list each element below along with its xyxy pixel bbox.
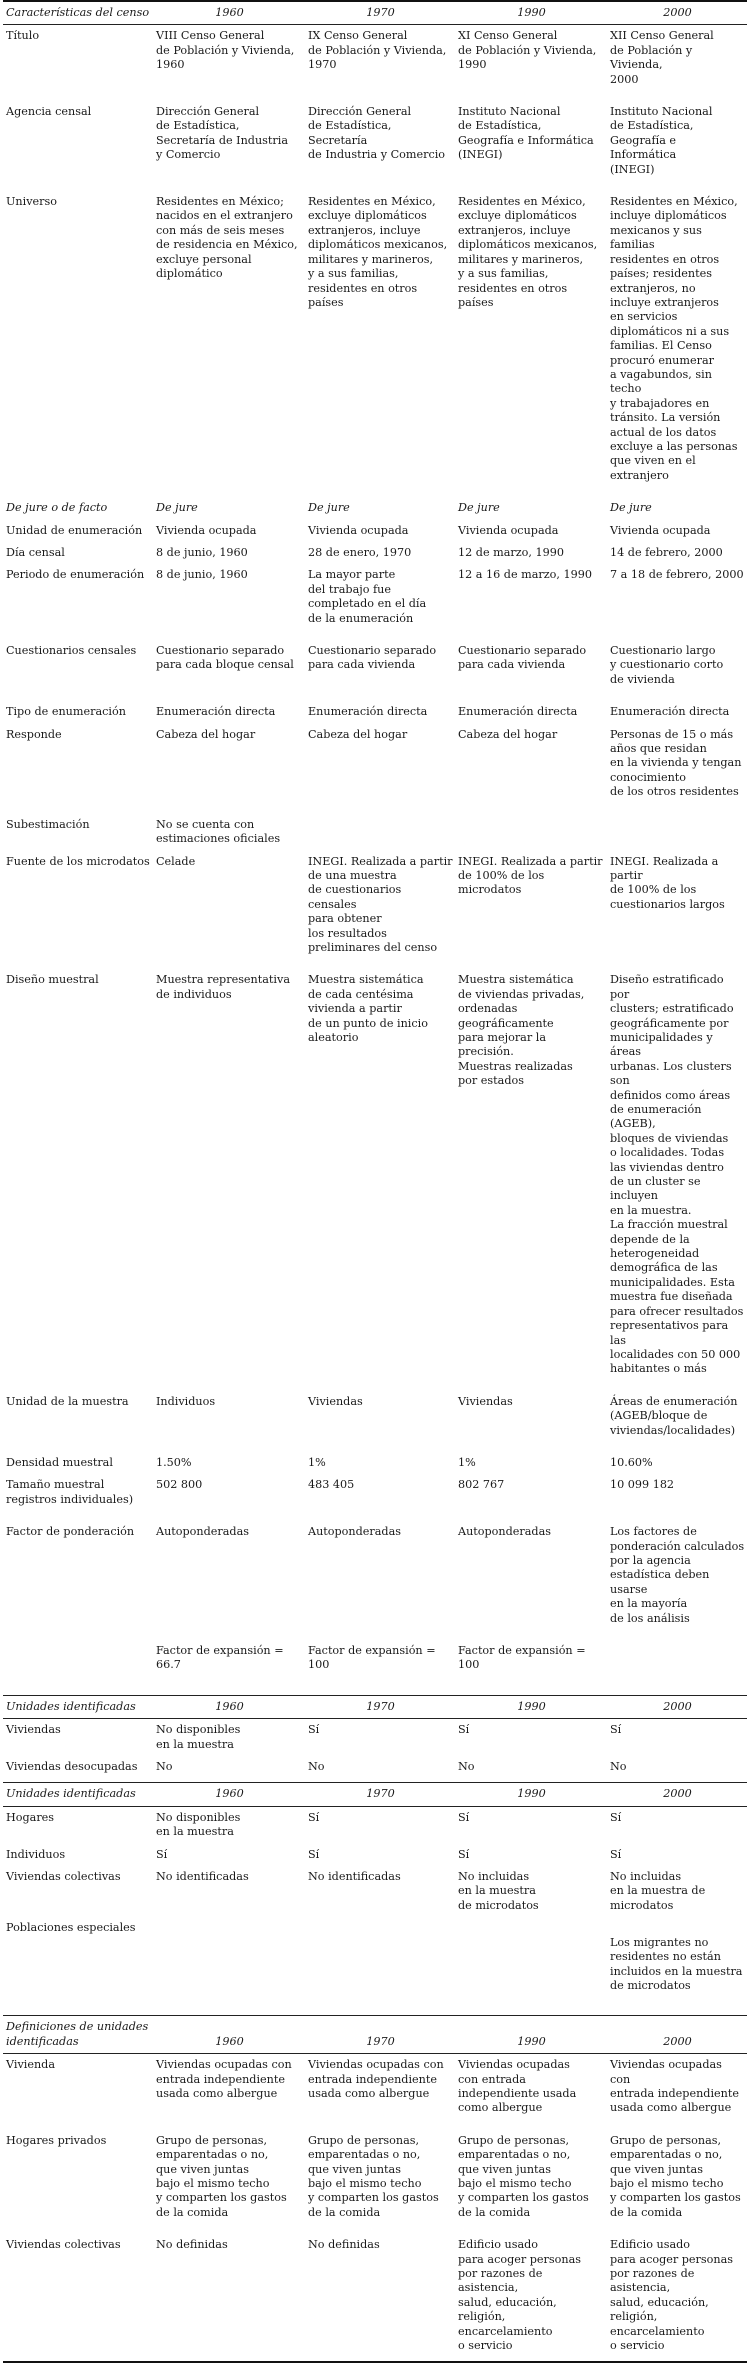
table-row (3, 568, 747, 644)
row-cell-1970: Cuestionario separado para cada vivienda (308, 644, 437, 672)
row-cell-2000: 10 099 182 (610, 1478, 675, 1492)
row-cell-1990: 802 767 (458, 1478, 505, 1492)
header-year-1960: 1960 (153, 2016, 305, 2054)
header-year-1970: 1970 (305, 1, 455, 25)
row-cell-1990: Viviendas ocupadas con entrada independiente usada como albergue (458, 2058, 577, 2115)
main-section (3, 25, 747, 1685)
row-cell-1990: Cabeza del hogar (458, 727, 558, 741)
table-row (3, 1456, 747, 1478)
row-label: De jure o de facto (6, 501, 108, 515)
row-cell-1990: Muestra sistemática de viviendas privadas, ordenadas geográficamente para mejorar la precisión. Muestras realizadas por estados (458, 973, 585, 1088)
row-label: Título (6, 29, 40, 43)
header-year-1990: 1990 (455, 2016, 607, 2054)
row-cell-1960: Cuestionario separado para cada bloque censal (156, 644, 294, 672)
table-row (3, 644, 747, 705)
row-cell-1960 (153, 1921, 305, 2005)
row-cell-1960: 502 800 (156, 1478, 203, 1492)
row-cell-1990: Enumeración directa (458, 705, 578, 719)
row-cell-1990: Sí (458, 1847, 470, 1861)
row-label: Unidad de la muestra (6, 1394, 129, 1408)
header-year-1990: 1990 (455, 1, 607, 25)
row-label: Día censal (6, 546, 65, 559)
row-cell-2000: Los factores de ponderación calculados por la agencia estadística deben usarse en la mayoría de los análisis (610, 1525, 745, 1625)
row-cell-2000: De jure (610, 501, 652, 515)
row-cell-1990: No (458, 1760, 475, 1774)
row-cell-1960: No definidas (156, 2238, 228, 2252)
row-cell-2000: Sí (610, 1847, 622, 1861)
row-cell-1970: Cabeza del hogar (308, 727, 408, 741)
row-cell-2000: Instituto Nacional de Estadística, Geografía e Informática (INEGI) (610, 105, 713, 176)
row-cell-1970: 28 de enero, 1970 (308, 546, 412, 559)
row-cell-2000: Vivienda ocupada (610, 523, 711, 537)
header-year-2000: 2000 (607, 1, 747, 25)
row-cell-2000: Áreas de enumeración (AGEB/bloque de viviendas/localidades) (610, 1394, 738, 1437)
row-cell-2000: INEGI. Realizada a partir de 100% de los cuestionarios largos (610, 854, 725, 911)
row-cell-1970: De jure (308, 501, 350, 515)
table-row (3, 195, 747, 501)
table-row (3, 546, 747, 568)
header-year-1960: 1960 (153, 1695, 305, 1718)
row-label: Vivienda (6, 2058, 56, 2072)
census-comparison-table (3, 0, 747, 2363)
definiciones-section (3, 2054, 747, 2362)
table-row (3, 1719, 747, 1760)
row-cell-2000: No incluidas en la muestra de microdatos (610, 1870, 706, 1912)
row-cell-1970: Enumeración directa (308, 705, 428, 719)
row-label: Cuestionarios censales (6, 644, 137, 658)
row-cell-2000: Viviendas ocupadas con entrada independiente usada como albergue (610, 2058, 739, 2115)
table-row (3, 1848, 747, 1870)
row-cell-1960: Dirección General de Estadística, Secretaría de Industria y Comercio (156, 105, 288, 162)
section-header-hogares (3, 1783, 747, 1806)
header-year-2000: 2000 (607, 1783, 747, 1806)
row-label: Viviendas desocupadas (6, 1760, 138, 1774)
row-cell-1990: 1% (458, 1455, 476, 1469)
row-cell-2000 (607, 1644, 747, 1685)
row-label: Tipo de enumeración (6, 705, 126, 719)
row-cell-1990: 12 de marzo, 1990 (458, 546, 564, 559)
header-year-2000: 2000 (607, 2016, 747, 2054)
table-row (3, 105, 747, 195)
row-label: Responde (6, 727, 62, 741)
header-year-1990: 1990 (455, 1783, 607, 1806)
row-cell-1960: No disponibles en la muestra (156, 1723, 241, 1751)
row-cell-1970: Sí (308, 1847, 320, 1861)
row-cell-2000: Grupo de personas, emparentadas o no, que viven juntas bajo el mismo techo y comparten los gastos de la comida (610, 2133, 741, 2219)
table-row (3, 2054, 747, 2134)
row-cell-2000: Edificio usado para acoger personas por razones de asistencia, salud, educación, religión, encarcelamiento o servicio (610, 2238, 733, 2353)
header-label: Características del censo (3, 1, 153, 25)
table-row (3, 2238, 747, 2361)
table-row (3, 818, 747, 855)
row-cell-1970: No identificadas (308, 1870, 401, 1884)
table-row (3, 1395, 747, 1456)
row-label: Fuente de los microdatos (6, 854, 150, 868)
row-label: Diseño muestral (6, 973, 99, 987)
table-row (3, 973, 747, 1394)
header-year-1960: 1960 (153, 1783, 305, 1806)
row-label: Subestimación (6, 817, 90, 831)
row-cell-1960: No disponibles en la muestra (156, 1810, 241, 1839)
row-cell-1960: Autoponderadas (156, 1525, 249, 1539)
row-cell-1960: 1.50% (156, 1455, 192, 1469)
row-cell-2000: Diseño estratificado por clusters; estratificado geográficamente por municipalidades y áreas urbanas. Los clusters son definidos como áreas de enumeración (AGEB), bloques de viviendas o localidades. Todas las viviendas dentro de un cluster se incluyen en la muestra. La fracción muestral depende de la heterogeneidad demográfica de las municipalidades. Esta muestra fue diseñada para ofrecer resultados representativos para las localidades con 50 000 habitantes o más (610, 973, 744, 1376)
row-label: Viviendas colectivas (6, 2238, 121, 2252)
row-cell-1960: No (156, 1760, 173, 1774)
row-label: Unidad de enumeración (6, 523, 143, 537)
row-label: Agencia censal (6, 105, 92, 119)
row-label: Individuos (6, 1847, 66, 1861)
row-cell-1960: Sí (156, 1847, 168, 1861)
row-cell-2000: XII Censo General de Población y Vivienda, 2000 (610, 29, 714, 86)
table-row (3, 855, 747, 974)
row-label (3, 1644, 153, 1685)
hogares-section (3, 1806, 747, 2005)
row-cell-1970: Dirección General de Estadística, Secretaría de Industria y Comercio (308, 105, 446, 162)
row-cell-1990: Sí (458, 1723, 470, 1737)
row-cell-1960: Enumeración directa (156, 705, 276, 719)
section-header-viviendas (3, 1695, 747, 1718)
row-cell-1990: Instituto Nacional de Estadística, Geografía e Informática (INEGI) (458, 105, 594, 162)
row-cell-1990: De jure (458, 501, 500, 515)
row-cell-1970 (305, 1921, 455, 2005)
row-cell-2000: Sí (610, 1810, 622, 1824)
table-row (3, 1525, 747, 1644)
row-cell-1970: Sí (308, 1723, 320, 1737)
row-cell-1970 (305, 818, 455, 855)
row-cell-2000: No (610, 1760, 627, 1774)
row-cell-1970: Residentes en México, excluye diplomáticos extranjeros, incluye diplomáticos mexicanos, militares y marineros, y a sus familias, residentes en otros países (308, 195, 448, 309)
row-cell-1970: Sí (308, 1810, 320, 1824)
row-label: Viviendas colectivas (6, 1870, 121, 1884)
row-label: Periodo de enumeración (6, 568, 145, 582)
header-year-1970: 1970 (305, 1695, 455, 1718)
row-cell-2000 (607, 818, 747, 855)
header-year-1970: 1970 (305, 1783, 455, 1806)
row-cell-1970: La mayor parte del trabajo fue completado en el día de la enumeración (308, 568, 427, 625)
table-row (3, 1921, 747, 2005)
row-cell-1990: Autoponderadas (458, 1525, 551, 1539)
row-cell-1990: Viviendas (458, 1394, 513, 1408)
section-label: Definiciones de unidades identificadas (3, 2016, 153, 2054)
row-cell-1960: Viviendas ocupadas con entrada independiente usada como albergue (156, 2058, 292, 2100)
row-cell-2000: 7 a 18 de febrero, 2000 (610, 568, 744, 582)
table-row (3, 1478, 747, 1525)
row-cell-1960: No identificadas (156, 1870, 249, 1884)
header-year-1990: 1990 (455, 1695, 607, 1718)
table-row (3, 1644, 747, 1685)
row-cell-1990: Edificio usado para acoger personas por razones de asistencia, salud, educación, religión, encarcelamiento o servicio (458, 2238, 581, 2353)
row-cell-1970: Grupo de personas, emparentadas o no, que viven juntas bajo el mismo techo y comparten los gastos de la comida (308, 2133, 439, 2219)
row-cell-1960: VIII Censo General de Población y Vivienda, 1960 (156, 29, 295, 72)
row-label: Hogares privados (6, 2133, 107, 2147)
row-cell-2000: Cuestionario largo y cuestionario corto de vivienda (610, 644, 724, 686)
row-cell-1990: 12 a 16 de marzo, 1990 (458, 568, 592, 582)
header-year-1970: 1970 (305, 2016, 455, 2054)
row-cell-2000: Enumeración directa (610, 705, 730, 719)
row-cell-1960: De jure (156, 501, 198, 515)
table-header (3, 1, 747, 25)
row-cell-1990: Vivienda ocupada (458, 523, 559, 537)
row-cell-1960: Celade (156, 854, 196, 868)
row-cell-1990: XI Censo General de Población y Vivienda, 1990 (458, 29, 597, 72)
row-cell-1990: Cuestionario separado para cada vivienda (458, 644, 587, 672)
row-cell-1990: Sí (458, 1810, 470, 1824)
row-cell-1970: Vivienda ocupada (308, 523, 409, 537)
row-cell-1990 (455, 818, 607, 855)
row-cell-1960: Individuos (156, 1394, 216, 1408)
row-cell-1990: Factor de expansión = 100 (458, 1644, 586, 1672)
section-label: Unidades identificadas (3, 1783, 153, 1806)
row-label: Tamaño muestral registros individuales) (6, 1478, 134, 1506)
table-row (3, 705, 747, 727)
row-cell-1960: 8 de junio, 1960 (156, 568, 248, 582)
row-cell-1970: INEGI. Realizada a partir de una muestra de cuestionarios censales para obtener los resultados preliminares del censo (308, 854, 453, 954)
row-cell-1970: No (308, 1760, 325, 1774)
row-cell-1990: No incluidas en la muestra de microdatos (458, 1870, 539, 1912)
row-label: Hogares (6, 1810, 55, 1824)
row-cell-1960: Vivienda ocupada (156, 523, 257, 537)
row-cell-2000: Residentes en México, incluye diplomáticos mexicanos y sus familias residentes en otros países; residentes extranjeros, no incluye extranjeros en servicios diplomáticos ni a sus familias. El Censo procuró enumerar a vagabundos, sin techo y trabajadores en tránsito. La versión actual de los datos excluye a las personas que viven en el extranjero (610, 195, 738, 482)
row-cell-1970: Viviendas (308, 1394, 363, 1408)
row-cell-1990: Residentes en México, excluye diplomáticos extranjeros, incluye diplomáticos mexicanos, militares y marineros, y a sus familias, residentes en otros países (458, 195, 598, 309)
row-cell-1960: Factor de expansión = 66.7 (156, 1644, 284, 1672)
table-row (3, 25, 747, 105)
table-row (3, 524, 747, 546)
section-label: Unidades identificadas (3, 1695, 153, 1718)
row-cell-2000: Los migrantes no residentes no están incluidos en la muestra de microdatos (610, 1935, 743, 1992)
row-label: Viviendas (6, 1723, 61, 1737)
table-row (3, 1806, 747, 1847)
header-year-2000: 2000 (607, 1695, 747, 1718)
row-cell-2000: Sí (610, 1723, 622, 1737)
row-cell-1990: Grupo de personas, emparentadas o no, que viven juntas bajo el mismo techo y comparten los gastos de la comida (458, 2133, 589, 2219)
table-row (3, 501, 747, 523)
row-cell-1960: Cabeza del hogar (156, 727, 256, 741)
row-cell-1960: Muestra representativa de individuos (156, 973, 290, 1001)
table-row (3, 1870, 747, 1921)
section-header-definiciones (3, 2016, 747, 2054)
table-row (3, 1760, 747, 1783)
viviendas-section (3, 1719, 747, 1783)
row-cell-2000: Personas de 15 o más años que residan en la vivienda y tengan conocimiento de los otros residentes (610, 727, 742, 799)
header-year-1960: 1960 (153, 1, 305, 25)
row-label: Factor de ponderación (6, 1525, 135, 1539)
row-cell-1960: Residentes en México; nacidos en el extranjero con más de seis meses de residencia en México, excluye personal diplomático (156, 195, 298, 281)
row-cell-1970: 483 405 (308, 1478, 355, 1492)
row-label: Poblaciones especiales (6, 1921, 136, 1935)
row-cell-1970: No definidas (308, 2238, 380, 2252)
row-cell-1990: INEGI. Realizada a partir de 100% de los microdatos (458, 854, 603, 897)
table-row (3, 728, 747, 818)
row-cell-1990 (455, 1921, 607, 2005)
row-cell-1960: Grupo de personas, emparentadas o no, que viven juntas bajo el mismo techo y comparten los gastos de la comida (156, 2133, 287, 2219)
row-cell-1970: Muestra sistemática de cada centésima vivienda a partir de un punto de inicio aleatorio (308, 973, 428, 1044)
row-label: Densidad muestral (6, 1455, 113, 1469)
table-row (3, 2134, 747, 2238)
row-cell-2000: 14 de febrero, 2000 (610, 546, 723, 559)
row-cell-1970: 1% (308, 1455, 326, 1469)
row-cell-1970: Autoponderadas (308, 1525, 401, 1539)
row-cell-1960: No se cuenta con estimaciones oficiales (156, 817, 281, 846)
row-cell-1960: 8 de junio, 1960 (156, 546, 248, 559)
row-cell-1970: Factor de expansión = 100 (308, 1644, 436, 1672)
row-label: Universo (6, 195, 57, 209)
row-cell-1970: IX Censo General de Población y Vivienda, 1970 (308, 29, 447, 72)
row-cell-2000: 10.60% (610, 1455, 653, 1469)
row-cell-1970: Viviendas ocupadas con entrada independiente usada como albergue (308, 2058, 444, 2100)
